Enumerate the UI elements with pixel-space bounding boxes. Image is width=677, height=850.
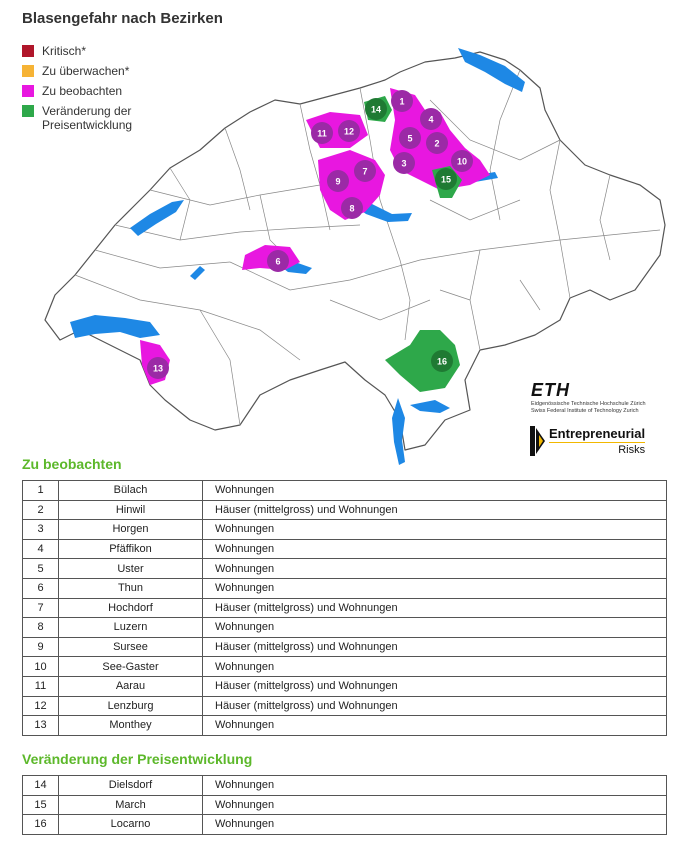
district-number: 5 [23,559,59,579]
district-marker-3 [393,152,415,174]
table-row [23,539,667,559]
section-title-change: Veränderung der Preisentwicklung [22,751,253,767]
er-subtitle: Risks [618,444,646,456]
district-marker-11 [311,122,333,144]
map-title: Blasengefahr nach Bezirken [22,10,223,27]
district-marker-1 [391,90,413,112]
table-row [23,676,667,696]
district-name: Lenzburg [59,696,203,716]
district-name: Aarau [59,676,203,696]
marker-number: 15 [440,174,452,185]
table-row [23,657,667,677]
district-marker-2 [426,132,448,154]
district-marker-7 [354,160,376,182]
property-type: Wohnungen [203,520,667,540]
property-type: Häuser (mittelgross) und Wohnungen [203,500,667,520]
legend-item [22,44,172,58]
table-row [23,776,667,796]
district-number: 15 [23,795,59,815]
legend-swatch [22,105,34,117]
table-watch [22,480,667,736]
table-row [23,500,667,520]
property-type: Häuser (mittelgross) und Wohnungen [203,598,667,618]
district-marker-4 [420,108,442,130]
district-number: 9 [23,637,59,657]
eth-wordmark: ETH [531,380,570,400]
marker-number: 1 [399,96,405,107]
eth-subtitle-en: Swiss Federal Institute of Technology Zurich [531,408,639,414]
district-marker-10 [451,150,473,172]
district-name: Dielsdorf [59,776,203,796]
district-number: 13 [23,716,59,736]
legend-swatch [22,45,34,57]
district-number: 1 [23,481,59,501]
marker-number: 2 [434,138,440,149]
district-number: 8 [23,618,59,638]
table-row [23,559,667,579]
er-mark-icon [530,426,546,456]
section-title-watch: Zu beobachten [22,456,122,472]
district-name: Locarno [59,815,203,835]
property-type: Wohnungen [203,559,667,579]
legend-item [22,104,172,132]
property-type: Wohnungen [203,481,667,501]
district-name: Luzern [59,618,203,638]
district-name: Hochdorf [59,598,203,618]
er-title: Entrepreneurial [549,426,646,441]
district-name: Thun [59,578,203,598]
marker-number: 6 [275,256,281,267]
district-marker-14 [365,98,387,120]
legend [22,44,172,138]
district-name: Uster [59,559,203,579]
district-name: Horgen [59,520,203,540]
district-number: 3 [23,520,59,540]
property-type: Wohnungen [203,795,667,815]
district-number: 2 [23,500,59,520]
marker-number: 5 [407,133,413,144]
district-marker-16 [431,350,453,372]
property-type: Häuser (mittelgross) und Wohnungen [203,676,667,696]
table-row [23,520,667,540]
district-number: 11 [23,676,59,696]
district-name: Pfäffikon [59,539,203,559]
district-marker-15 [435,168,457,190]
property-type: Häuser (mittelgross) und Wohnungen [203,696,667,716]
district-number: 7 [23,598,59,618]
legend-item [22,84,172,98]
table-row [23,578,667,598]
property-type: Wohnungen [203,578,667,598]
table-row [23,598,667,618]
table-row [23,795,667,815]
legend-label: Zu überwachen* [42,64,130,78]
district-marker-8 [341,197,363,219]
marker-number: 13 [152,363,164,374]
district-number: 6 [23,578,59,598]
property-type: Häuser (mittelgross) und Wohnungen [203,637,667,657]
marker-number: 12 [343,126,355,137]
property-type: Wohnungen [203,776,667,796]
district-name: Sursee [59,637,203,657]
marker-number: 4 [428,114,434,125]
eth-logo [531,380,646,415]
marker-number: 8 [349,203,355,214]
marker-number: 7 [362,166,368,177]
district-marker-5 [399,127,421,149]
district-number: 16 [23,815,59,835]
marker-number: 3 [401,158,407,169]
table-change [22,775,667,835]
table-row [23,815,667,835]
table-row [23,716,667,736]
marker-number: 14 [370,104,382,115]
district-marker-6 [267,250,289,272]
property-type: Wohnungen [203,539,667,559]
table-row [23,637,667,657]
table-row [23,618,667,638]
district-name: March [59,795,203,815]
property-type: Wohnungen [203,815,667,835]
district-name: Hinwil [59,500,203,520]
legend-swatch [22,85,34,97]
marker-number: 10 [456,156,468,167]
legend-item [22,64,172,78]
legend-label: Kritisch* [42,44,87,58]
legend-label: Zu beobachten [42,84,123,98]
district-number: 10 [23,657,59,677]
district-name: Monthey [59,716,203,736]
entrepreneurial-risks-logo [530,426,645,456]
district-number: 4 [23,539,59,559]
district-number: 14 [23,776,59,796]
district-marker-9 [327,170,349,192]
eth-subtitle-de: Eidgenössische Technische Hochschule Zürich [531,401,646,407]
table-row [23,481,667,501]
district-marker-13 [147,357,169,379]
legend-label: Veränderung der Preisentwicklung [42,104,133,132]
property-type: Wohnungen [203,716,667,736]
table-row [23,696,667,716]
district-marker-12 [338,120,360,142]
marker-number: 11 [317,128,327,139]
marker-number: 9 [335,176,341,187]
marker-number: 16 [436,356,448,367]
property-type: Wohnungen [203,657,667,677]
district-name: Bülach [59,481,203,501]
district-name: See-Gaster [59,657,203,677]
legend-swatch [22,65,34,77]
property-type: Wohnungen [203,618,667,638]
district-number: 12 [23,696,59,716]
